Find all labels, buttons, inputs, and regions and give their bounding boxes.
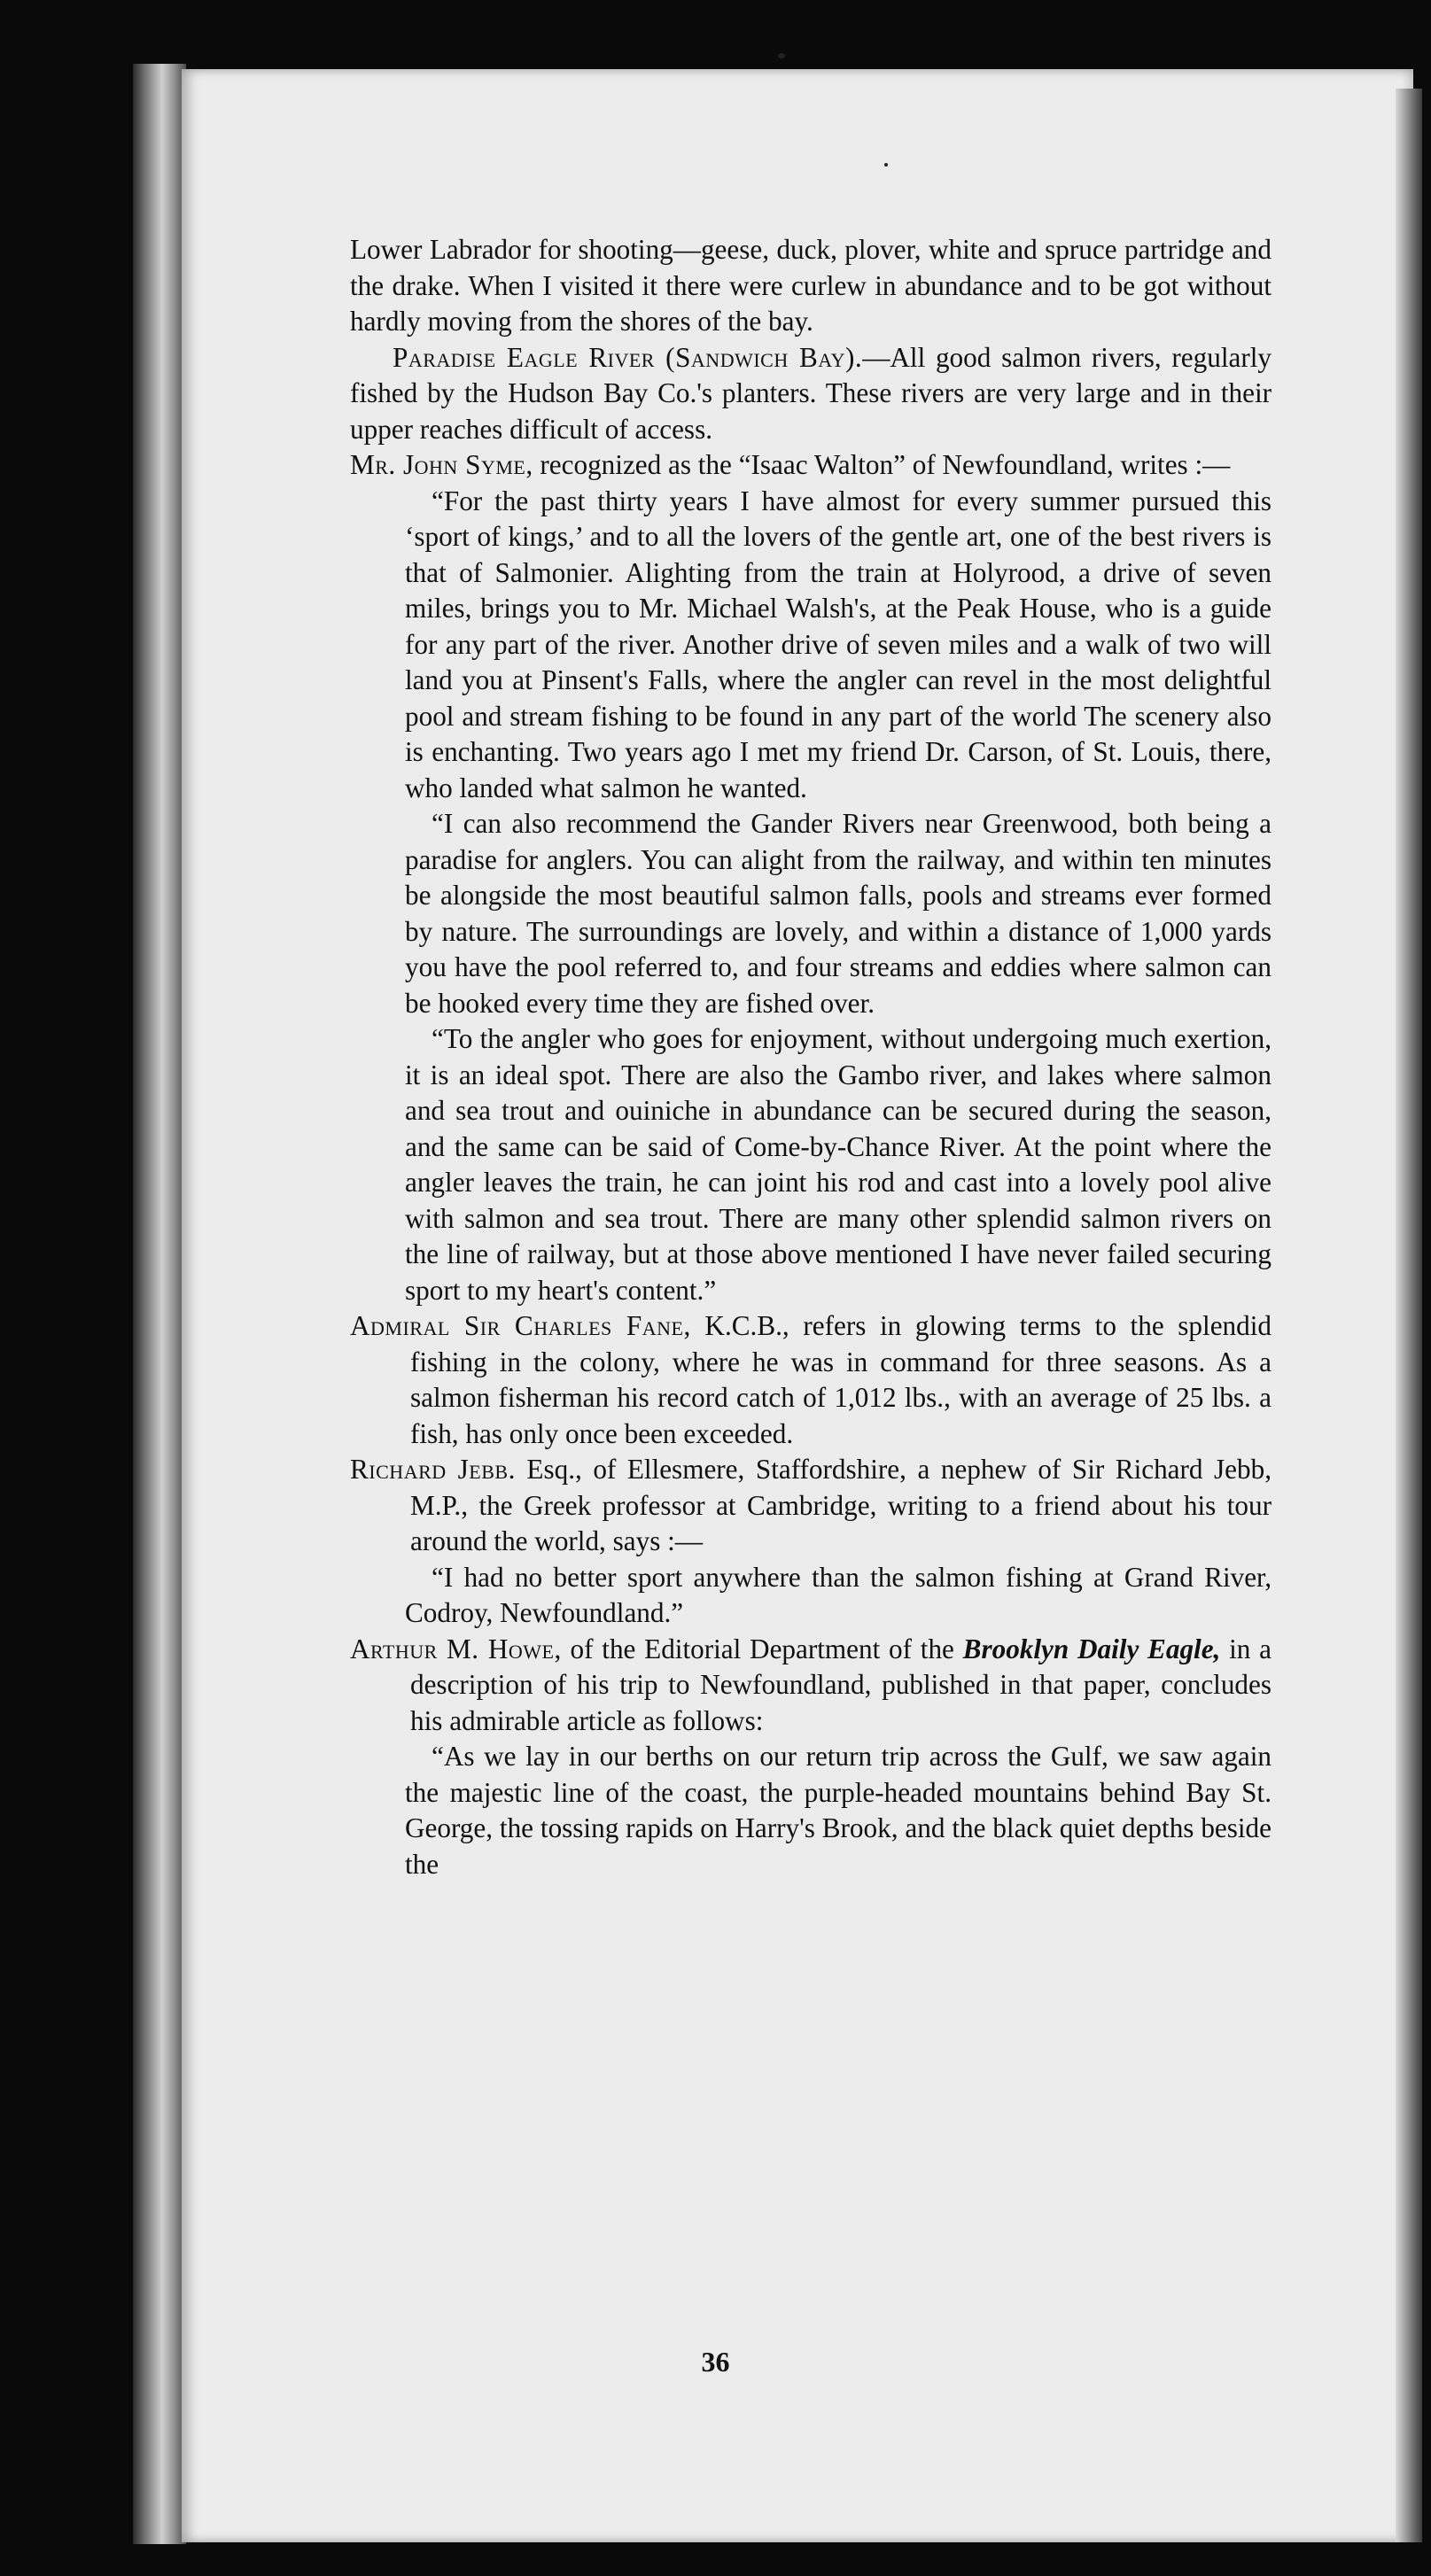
paragraph-arthur-howe: Arthur M. Howe, of the Editorial Department of the Brooklyn Daily Eagle, in a description of his trip to Newfoundland, published in that paper, concludes his admirable article as follows: bbox=[350, 1633, 1272, 1736]
page-edge-shadow bbox=[1396, 89, 1422, 2542]
quote-paragraph: “For the past thirty years I have almost for every summer pursued this ‘sport of kings,’ and to all the lovers of the gentle art, one of the best rivers is that of Salmonier. Alighting from the train at Holyrood, a drive of seven miles, brings you to Mr. Michael Walsh's, at the Peak House, who is a guide for any part of the river. Another drive of seven miles and a walk of two will land you at Pinsent's Falls, where the angler can revel in the most delightful pool and stream fishing to be found in any part of the world The scenery also is enchanting. Two years ago I met my friend Dr. Carson, of St. Louis, there, who landed what salmon he wanted. bbox=[405, 485, 1272, 803]
quote-john-syme bbox=[350, 484, 1272, 1309]
paragraph-richard-jebb: Richard Jebb. Esq., of Ellesmere, Staffordshire, a nephew of Sir Richard Jebb, M.P., the Greek professor at Cambridge, writing to a friend about his tour around the world, says :— bbox=[350, 1454, 1272, 1556]
quote-richard-jebb bbox=[350, 1560, 1272, 1632]
scan-speck bbox=[778, 53, 785, 58]
quote-paragraph: “To the angler who goes for enjoyment, without undergoing much exertion, it is an ideal spot. There are also the Gambo river, and lakes where salmon and sea trout and ouiniche in abundance can be secured during the season, and the same can be said of Come-by-Chance River. At the point where the angler leaves the train, he can joint his rod and cast into a lovely pool alive with salmon and sea trout. There are many other splendid salmon rivers on the line of railway, but at those above mentioned I have never failed securing sport to my heart's content.” bbox=[405, 1023, 1272, 1306]
quote-arthur-howe bbox=[350, 1739, 1272, 1882]
paragraph-paradise-eagle: Paradise Eagle River (Sandwich Bay).—All good salmon rivers, regularly fished by the Hudson Bay Co.'s planters. These rivers are very large and in their upper reaches difficult of access. bbox=[350, 341, 1272, 445]
paragraph-labrador: Lower Labrador for shooting—geese, duck, plover, white and spruce partridge and the drake. When I visited it there were curlew in abundance and to be got without hardly moving from the shores of the bay. bbox=[350, 234, 1272, 337]
scan-speck bbox=[884, 163, 888, 167]
person-name: Richard Jebb. bbox=[350, 1454, 516, 1485]
section-heading: Paradise Eagle River (Sandwich Bay). bbox=[393, 341, 863, 373]
person-name: Mr. John Syme, bbox=[350, 449, 533, 480]
quote-paragraph: “I can also recommend the Gander Rivers near Greenwood, both being a paradise for anglers. You can alight from the railway, and within ten minutes be alongside the most beautiful salmon falls, pools and streams ever formed by nature. The surroundings are lovely, and within a distance of 1,000 yards you have the pool referred to, and four streams and eddies where salmon can be hooked every time they are fished over. bbox=[405, 808, 1272, 1019]
newspaper-title: Brooklyn Daily Eagle, bbox=[962, 1633, 1221, 1664]
book-spine bbox=[133, 64, 186, 2544]
page-text bbox=[350, 232, 1272, 1882]
person-name: Arthur M. Howe, bbox=[350, 1633, 562, 1664]
quote-paragraph: “As we lay in our berths on our return trip across the Gulf, we saw again the majestic line of the coast, the purple-headed mountains behind Bay St. George, the tossing rapids on Harry's Brook, and the black quiet depths beside the bbox=[405, 1741, 1272, 1880]
quote-paragraph: “I had no better sport anywhere than the salmon fishing at Grand River, Codroy, Newfoundland.” bbox=[405, 1561, 1272, 1628]
person-name: Admiral Sir Charles Fane, bbox=[350, 1310, 691, 1341]
paragraph-admiral-fane: Admiral Sir Charles Fane, K.C.B., refers in glowing terms to the splendid fishing in the colony, where he was in command for three seasons. As a salmon fisherman his record catch of 1,012 lbs., with an average of 25 lbs. a fish, has only once been exceeded. bbox=[350, 1310, 1272, 1449]
page-number: 36 bbox=[701, 2346, 730, 2378]
paragraph-john-syme: Mr. John Syme, recognized as the “Isaac Walton” of Newfoundland, writes :— bbox=[350, 449, 1231, 480]
